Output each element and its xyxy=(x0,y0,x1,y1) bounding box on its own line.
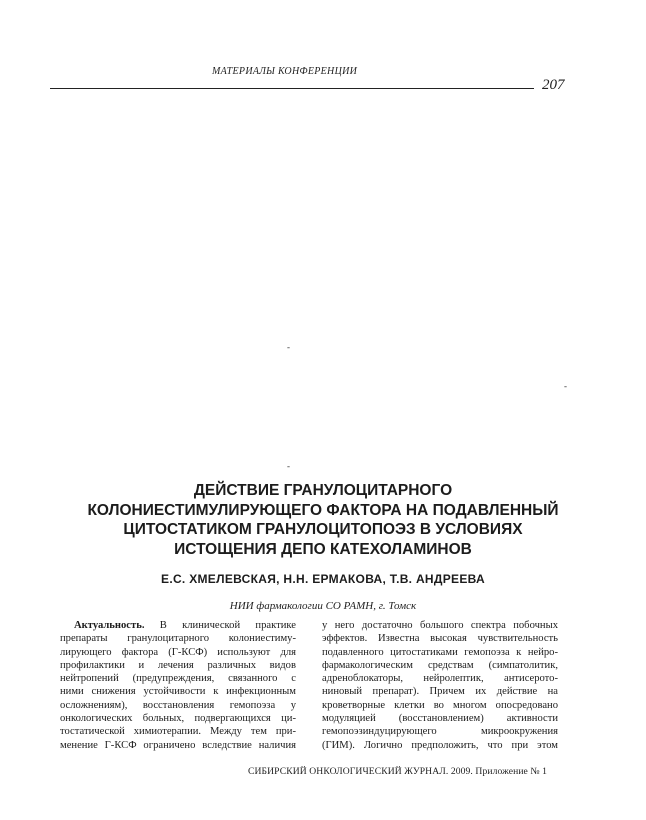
text-line: (ГИМ). Логично предположить, что при этом xyxy=(322,739,558,751)
title-line: ДЕЙСТВИЕ ГРАНУЛОЦИТАРНОГО xyxy=(193,482,453,499)
section-label: МАТЕРИАЛЫ КОНФЕРЕНЦИИ xyxy=(212,66,358,77)
text-line: ними снижения устойчивости к инфекционным xyxy=(60,686,296,698)
text-line: гемопоэзиндуцирующего микроокружения xyxy=(322,726,558,738)
text-line: адреноблокаторы, нейролептик, антисерото- xyxy=(322,673,558,685)
text-line: у него достаточно большого спектра побочных xyxy=(322,620,558,631)
text-line: модуляцией (восстановлением) активности xyxy=(322,713,558,725)
text-line: осложнениям), восстановления гемопоэза у xyxy=(60,699,296,711)
stray-mark: - xyxy=(287,342,290,352)
stray-mark: - xyxy=(564,381,567,391)
affiliation: НИИ фармакологии СО РАМН, г. Томск xyxy=(229,600,417,612)
lead-text: В клинической практике xyxy=(144,620,296,631)
text-line: профилактики и лечения различных видов xyxy=(60,659,296,671)
title-line: ЦИТОСТАТИКОМ ГРАНУЛОЦИТОПОЭЗ В УСЛОВИЯХ xyxy=(123,521,523,538)
text-line: лирующего фактора (Г-КСФ) используют для xyxy=(60,646,296,658)
text-line: тостатической химиотерапии. Между тем при- xyxy=(60,726,296,738)
title-line: КОЛОНИЕСТИМУЛИРУЮЩЕГО ФАКТОРА НА ПОДАВЛЕННЫЙ xyxy=(87,501,559,519)
left-column xyxy=(60,619,296,752)
header-rule xyxy=(50,88,534,89)
text-line: онкологических больных, подвергающихся ци- xyxy=(60,713,296,725)
lead-term: Актуальность. xyxy=(74,620,145,631)
authors: Е.С. ХМЕЛЕВСКАЯ, Н.Н. ЕРМАКОВА, Т.В. АНДРЕЕВА xyxy=(161,572,485,586)
text-line: подавленного цитостатиками гемопоэза к нейро- xyxy=(322,646,558,658)
page-number: 207 xyxy=(542,77,565,93)
text-line: ниновый препарат). Причем их действие на xyxy=(322,686,558,698)
text-line: менение Г-КСФ ограничено вследствие наличия xyxy=(60,739,296,751)
right-column xyxy=(322,619,558,752)
text-line: кроветворные клетки во многом опосредовано xyxy=(322,699,558,711)
text-line: нейтропений (предупреждения, связанного с xyxy=(60,673,296,685)
text-line: эффектов. Известна высокая чувствительность xyxy=(322,633,558,645)
journal-footer: СИБИРСКИЙ ОНКОЛОГИЧЕСКИЙ ЖУРНАЛ. 2009. Приложение № 1 xyxy=(248,766,548,777)
text-line: препараты гранулоцитарного колониестиму- xyxy=(60,633,296,645)
stray-mark: - xyxy=(287,461,290,471)
text-line xyxy=(60,619,296,632)
title-line: ИСТОЩЕНИЯ ДЕПО КАТЕХОЛАМИНОВ xyxy=(174,540,472,558)
article-title xyxy=(40,481,606,559)
text-line: фармакологическим средствам (симпатолитик, xyxy=(322,659,558,671)
